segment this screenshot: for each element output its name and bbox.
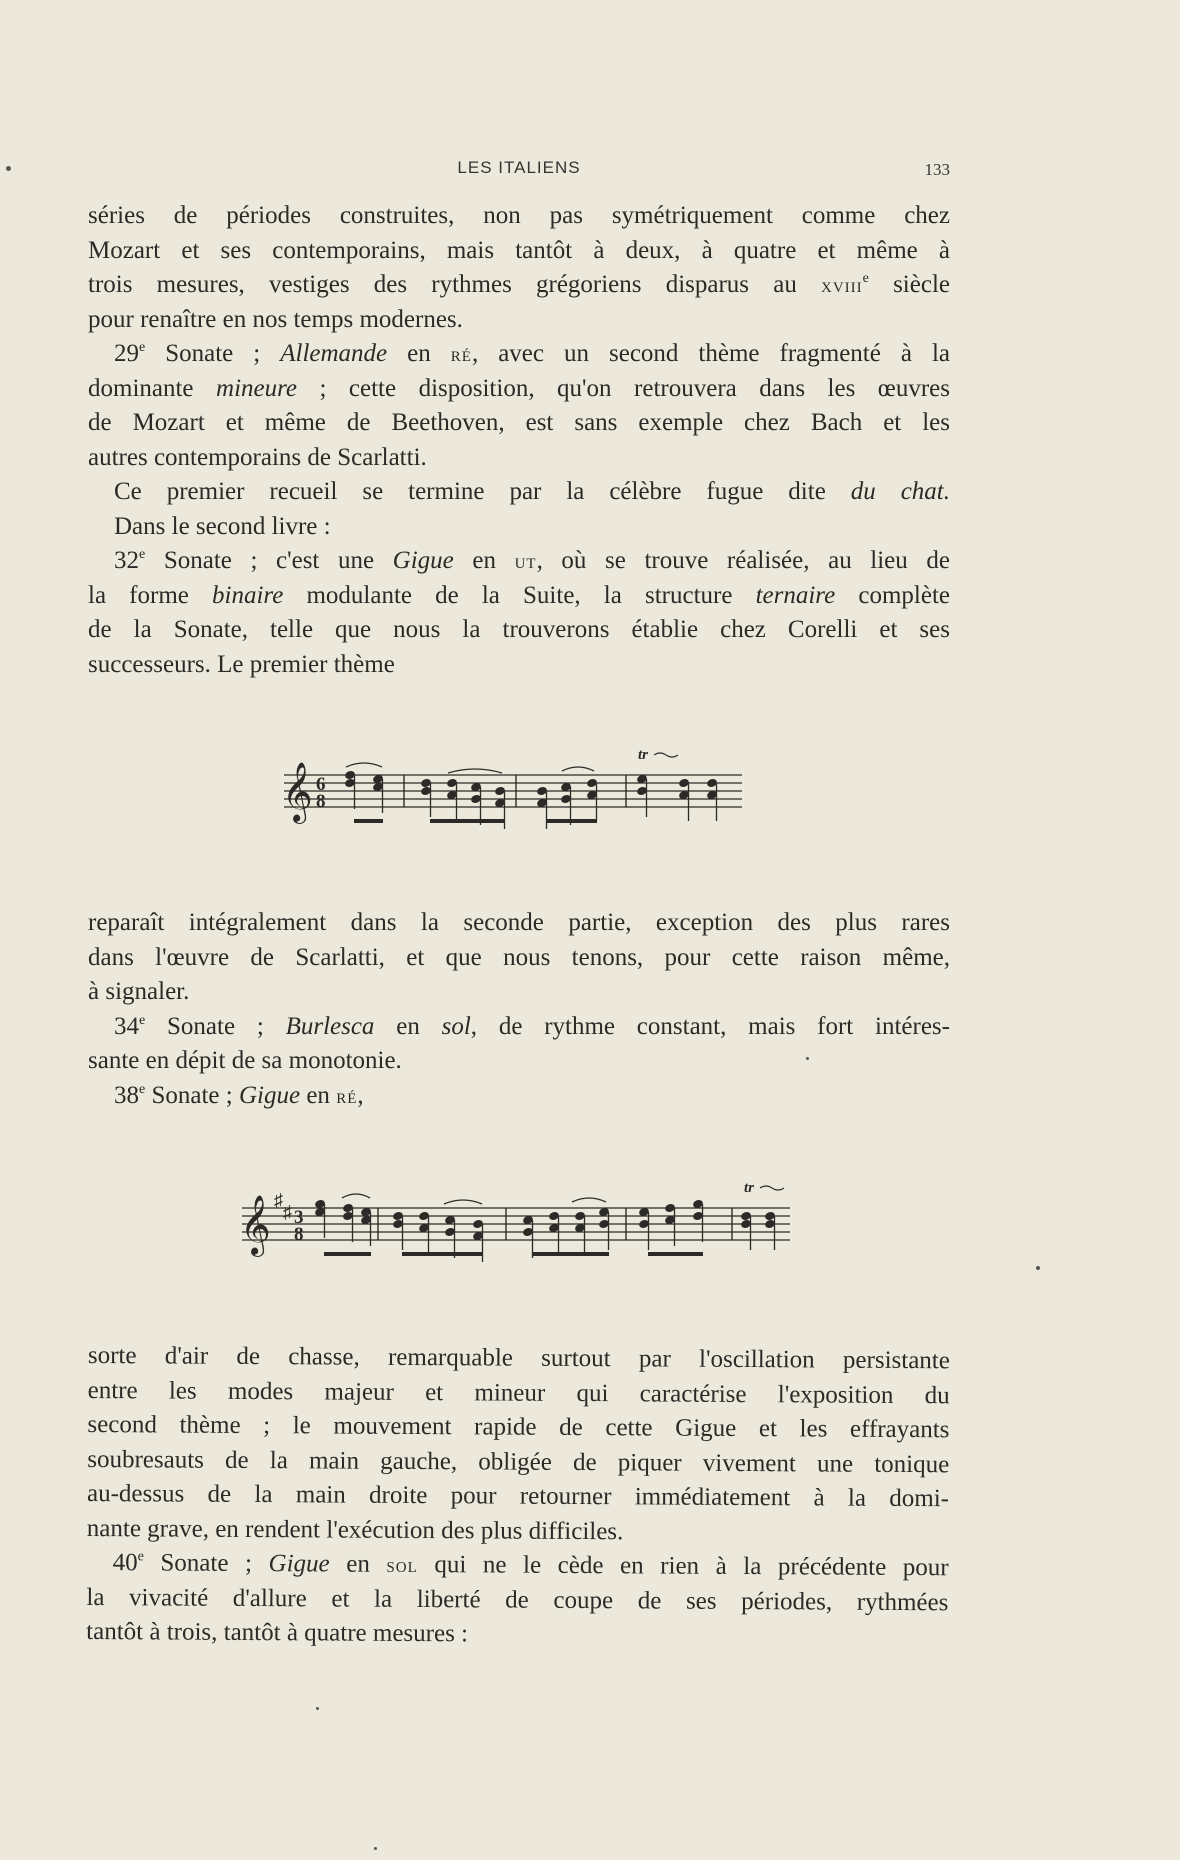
text-line	[88, 475, 950, 510]
sharp-sign: ♯	[283, 1202, 292, 1222]
text-run: ; cette disposition, qu'on retrouvera dans les œuvres	[297, 374, 950, 402]
text-run: 40	[112, 1549, 138, 1577]
text-line	[88, 1373, 950, 1413]
text-run: de la Sonate, telle que nous la trouverons établie chez Corelli et ses	[88, 616, 950, 643]
text-run: Sonate ; c'est une	[145, 547, 393, 574]
text-run: ,	[357, 1081, 364, 1109]
text-run: en	[329, 1550, 387, 1578]
text-run: sante en dépit de sa monotonie.	[88, 1047, 402, 1074]
text-line	[87, 1408, 949, 1448]
text-line	[88, 1044, 950, 1079]
stray-mark	[1036, 1266, 1040, 1270]
text-line	[88, 337, 950, 372]
slur	[342, 1194, 370, 1198]
treble-clef: 𝄞	[282, 762, 313, 822]
text-run: sorte d'air de chasse, remarquable surtout par l'oscillation persistante	[87, 1342, 950, 1375]
text-line	[88, 441, 950, 476]
time-signature-bottom: 8	[316, 791, 326, 812]
text-run: Gigue	[268, 1550, 330, 1578]
text-line	[88, 1339, 950, 1379]
text-block-1	[88, 199, 950, 682]
text-run: pour renaître en nos temps modernes.	[88, 305, 463, 333]
text-run: Ce premier recueil se termine par la célèbre fugue dite	[114, 478, 851, 505]
text-run: à signaler.	[88, 978, 190, 1005]
running-head: LES ITALIENS	[457, 158, 581, 177]
text-run: e	[139, 1012, 146, 1028]
text-run: Sonate ;	[145, 340, 281, 367]
text-run: siècle	[868, 271, 950, 298]
text-run: Sonate ;	[143, 1549, 269, 1578]
text-line	[88, 372, 950, 407]
text-line	[88, 303, 950, 338]
text-run: dominante	[88, 374, 217, 402]
text-run: en	[453, 547, 515, 574]
text-run: e	[137, 1549, 144, 1565]
time-signature-bottom: 8	[294, 1224, 304, 1245]
text-run: Gigue	[392, 547, 454, 574]
text-run: 32	[114, 547, 139, 574]
page-header	[88, 158, 950, 182]
text-run: de Mozart et même de Beethoven, est sans exemple chez Bach et les	[88, 409, 950, 436]
text-run: complète	[835, 581, 950, 609]
sharp-sign: ♯	[274, 1190, 283, 1210]
text-run: qui ne le cède en rien à la précédente pour	[417, 1551, 949, 1582]
text-run: , avec un second thème fragmenté à la	[471, 340, 950, 367]
slur	[346, 763, 382, 767]
time-signature-top: 6	[316, 774, 326, 795]
text-line	[88, 1079, 950, 1114]
stray-mark	[806, 1057, 809, 1060]
text-line	[88, 544, 950, 579]
text-run: au-dessus de la main droite pour retourner immédiatement à la domi-	[86, 1479, 950, 1513]
text-run: modulante de la Suite, la structure	[283, 581, 756, 609]
text-run: autres contemporains de Scarlatti.	[88, 443, 427, 471]
trill-line	[760, 1186, 784, 1190]
stray-mark	[374, 1847, 377, 1850]
text-run: Mozart et ses contemporains, mais tantôt à deux, à quatre et même à	[88, 236, 950, 264]
text-run: séries de périodes construites, non pas symétriquement comme chez	[88, 202, 950, 229]
text-run: sol	[386, 1552, 418, 1578]
text-run: e	[139, 547, 146, 562]
text-line	[86, 1615, 948, 1655]
text-line	[88, 613, 950, 648]
text-line	[88, 510, 950, 545]
text-run: en	[387, 340, 451, 367]
text-run: Gigue	[238, 1081, 301, 1109]
text-run: entre les modes majeur et mineur qui caractérise l'exposition du	[87, 1376, 950, 1409]
text-run: soubresauts de la main gauche, obligée de piquer vivement une tonique	[87, 1445, 950, 1478]
text-run: en	[374, 1012, 442, 1040]
text-line	[88, 579, 950, 614]
text-run: Dans le second livre :	[114, 512, 331, 540]
slur	[444, 1200, 482, 1204]
text-run: dans l'œuvre de Scarlatti, et que nous tenons, pour cette raison même,	[88, 943, 950, 971]
trill-line	[654, 753, 678, 757]
text-block-2	[88, 906, 950, 1113]
text-run: ternaire	[755, 581, 836, 609]
text-line	[88, 648, 950, 683]
text-run: ré	[450, 342, 472, 366]
text-line	[88, 406, 950, 441]
text-run: , de rythme constant, mais fort intéres-	[470, 1012, 950, 1040]
text-run: sol	[441, 1012, 471, 1040]
time-signature-top: 3	[294, 1207, 304, 1228]
text-run: la vivacité d'allure et la liberté de coupe de ses périodes, rythmées	[86, 1583, 949, 1616]
text-run: Sonate ;	[145, 1012, 286, 1040]
text-run: e	[862, 271, 869, 286]
slur	[562, 767, 594, 771]
text-run: e	[139, 1081, 146, 1097]
text-run: binaire	[212, 581, 284, 609]
text-run: , où se trouve réalisée, au lieu de	[536, 547, 950, 574]
text-line	[87, 1546, 949, 1586]
text-run: mineure	[216, 374, 298, 402]
text-run: 34	[114, 1012, 139, 1040]
text-run: trois mesures, vestiges des rythmes grégoriens disparus au	[88, 271, 822, 298]
slur	[572, 1198, 606, 1202]
treble-clef: 𝄞	[240, 1195, 271, 1255]
page-number: 133	[924, 160, 950, 179]
text-line	[86, 1580, 948, 1620]
slur	[448, 769, 502, 773]
text-line	[87, 1442, 949, 1482]
text-run: xviii	[821, 273, 863, 297]
text-run: reparaît intégralement dans la seconde partie, exception des plus rares	[88, 909, 950, 936]
text-line	[87, 1511, 949, 1551]
text-block-3	[86, 1339, 950, 1655]
text-run: tantôt à trois, tantôt à quatre mesures :	[86, 1617, 469, 1648]
text-run: la forme	[88, 581, 213, 609]
text-run: second thème ; le mouvement rapide de cette Gigue et les effrayants	[87, 1410, 950, 1444]
text-run: en	[300, 1081, 337, 1109]
text-line	[88, 975, 950, 1010]
text-run: 29	[114, 340, 139, 367]
music-example-2	[238, 1178, 798, 1288]
text-line	[88, 268, 950, 303]
music-example-1	[280, 745, 750, 855]
text-line	[87, 1477, 949, 1517]
text-line	[88, 199, 950, 234]
text-run: Sonate ;	[145, 1081, 239, 1109]
trill-mark: tr	[638, 747, 649, 763]
text-line	[88, 906, 950, 941]
text-run: du chat.	[850, 478, 950, 505]
stray-mark	[316, 1707, 319, 1710]
stray-mark	[6, 166, 11, 171]
trill-mark: tr	[744, 1180, 755, 1196]
text-line	[88, 1010, 950, 1045]
text-run: ré	[336, 1083, 358, 1108]
text-run: nante grave, en rendent l'exécution des plus difficiles.	[86, 1514, 624, 1545]
text-run: successeurs. Le premier thème	[88, 650, 395, 678]
text-line	[88, 941, 950, 976]
text-run: e	[139, 340, 146, 355]
text-run: ut	[514, 549, 537, 573]
text-run: 38	[114, 1081, 139, 1109]
text-run: Burlesca	[285, 1012, 375, 1040]
text-line	[88, 234, 950, 269]
text-run: Allemande	[280, 340, 388, 367]
